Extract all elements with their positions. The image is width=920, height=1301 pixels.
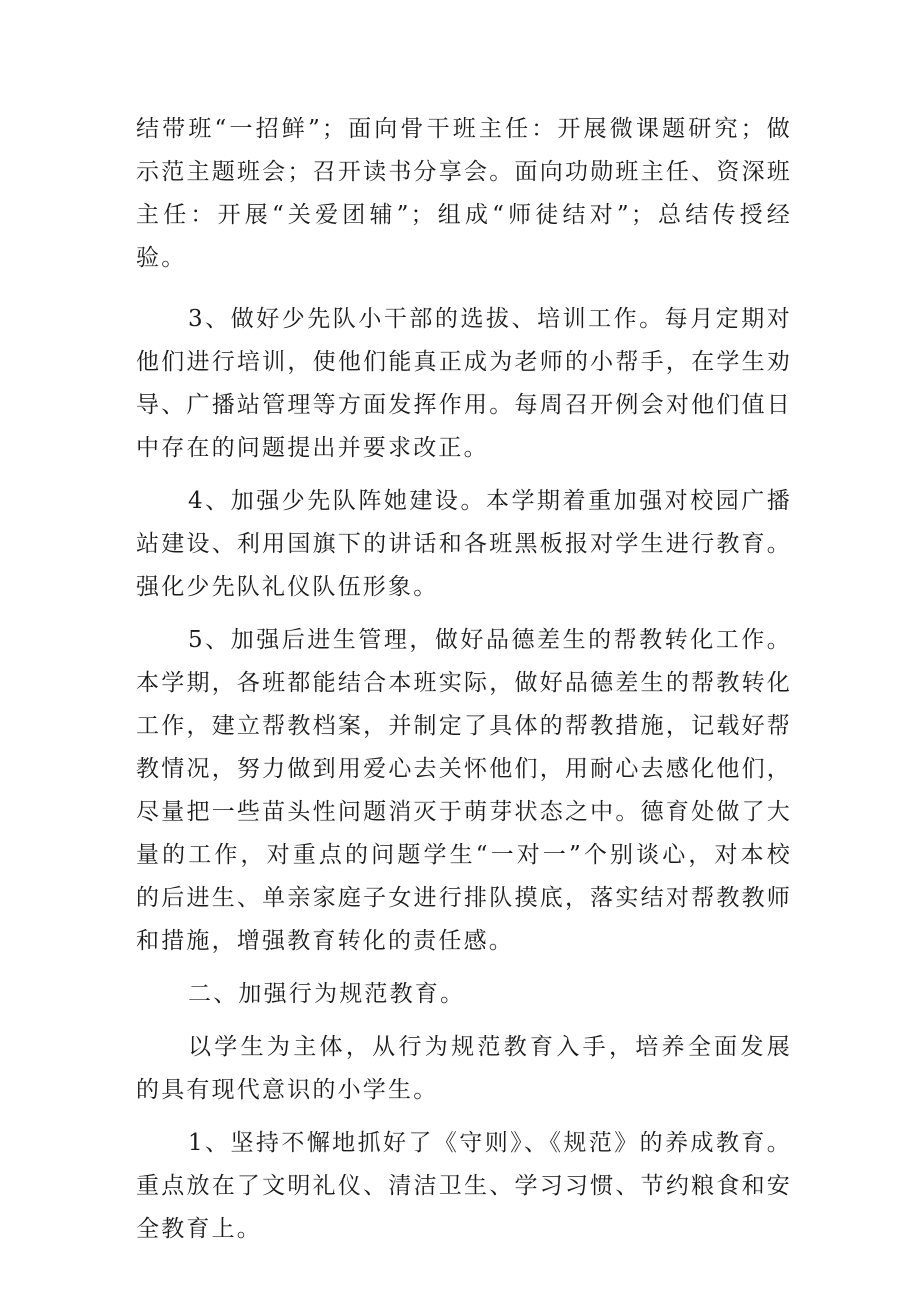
section-heading: 二、加强行为规范教育。 xyxy=(188,981,466,1007)
paragraph-continuation: 结带班“一招鲜”；面向骨干班主任：开展微课题研究；做示范主题班会；召开读书分享会。面向功勋班主任、资深班主任：开展“关爱团辅”；组成“师徒结对”；总结传授经验。 xyxy=(136,116,792,271)
paragraph-intro: 以学生为主体，从行为规范教育入手，培养全面发展的具有现代意识的小学生。 xyxy=(136,1034,792,1103)
paragraph-item-3: 3、做好少先队小干部的选拔、培训工作。每月定期对他们进行培训，使他们能真正成为老师的小帮手，在学生劝导、广播站管理等方面发挥作用。每周召开例会对他们值日中存在的问题提出并要求改正。 xyxy=(136,306,792,461)
paragraph-item-5: 5、加强后进生管理，做好品德差生的帮教转化工作。本学期，各班都能结合本班实际，做好品德差生的帮教转化工作，建立帮教档案，并制定了具体的帮教措施，记载好帮教情况，努力做到用爱心去关怀他们，用耐心去感化他们，尽量把一些苗头性问题消灭于萌芽状态之中。德育处做了大量的工作，对重点的问题学生“一对一”个别谈心，对本校的后进生、单亲家庭子女进行排队摸底，落实结对帮教教师和措施，增强教育转化的责任感。 xyxy=(136,627,792,954)
document-page xyxy=(136,108,792,1251)
paragraph-item-4: 4、加强少先队阵她建设。本学期着重加强对校园广播站建设、利用国旗下的讲话和各班黑板报对学生进行教育。强化少先队礼仪队伍形象。 xyxy=(136,488,792,600)
paragraph-item-1: 1、坚持不懈地抓好了《守则》、《规范》的养成教育。重点放在了文明礼仪、清洁卫生、学习习惯、节约粮食和安全教育上。 xyxy=(136,1130,792,1242)
